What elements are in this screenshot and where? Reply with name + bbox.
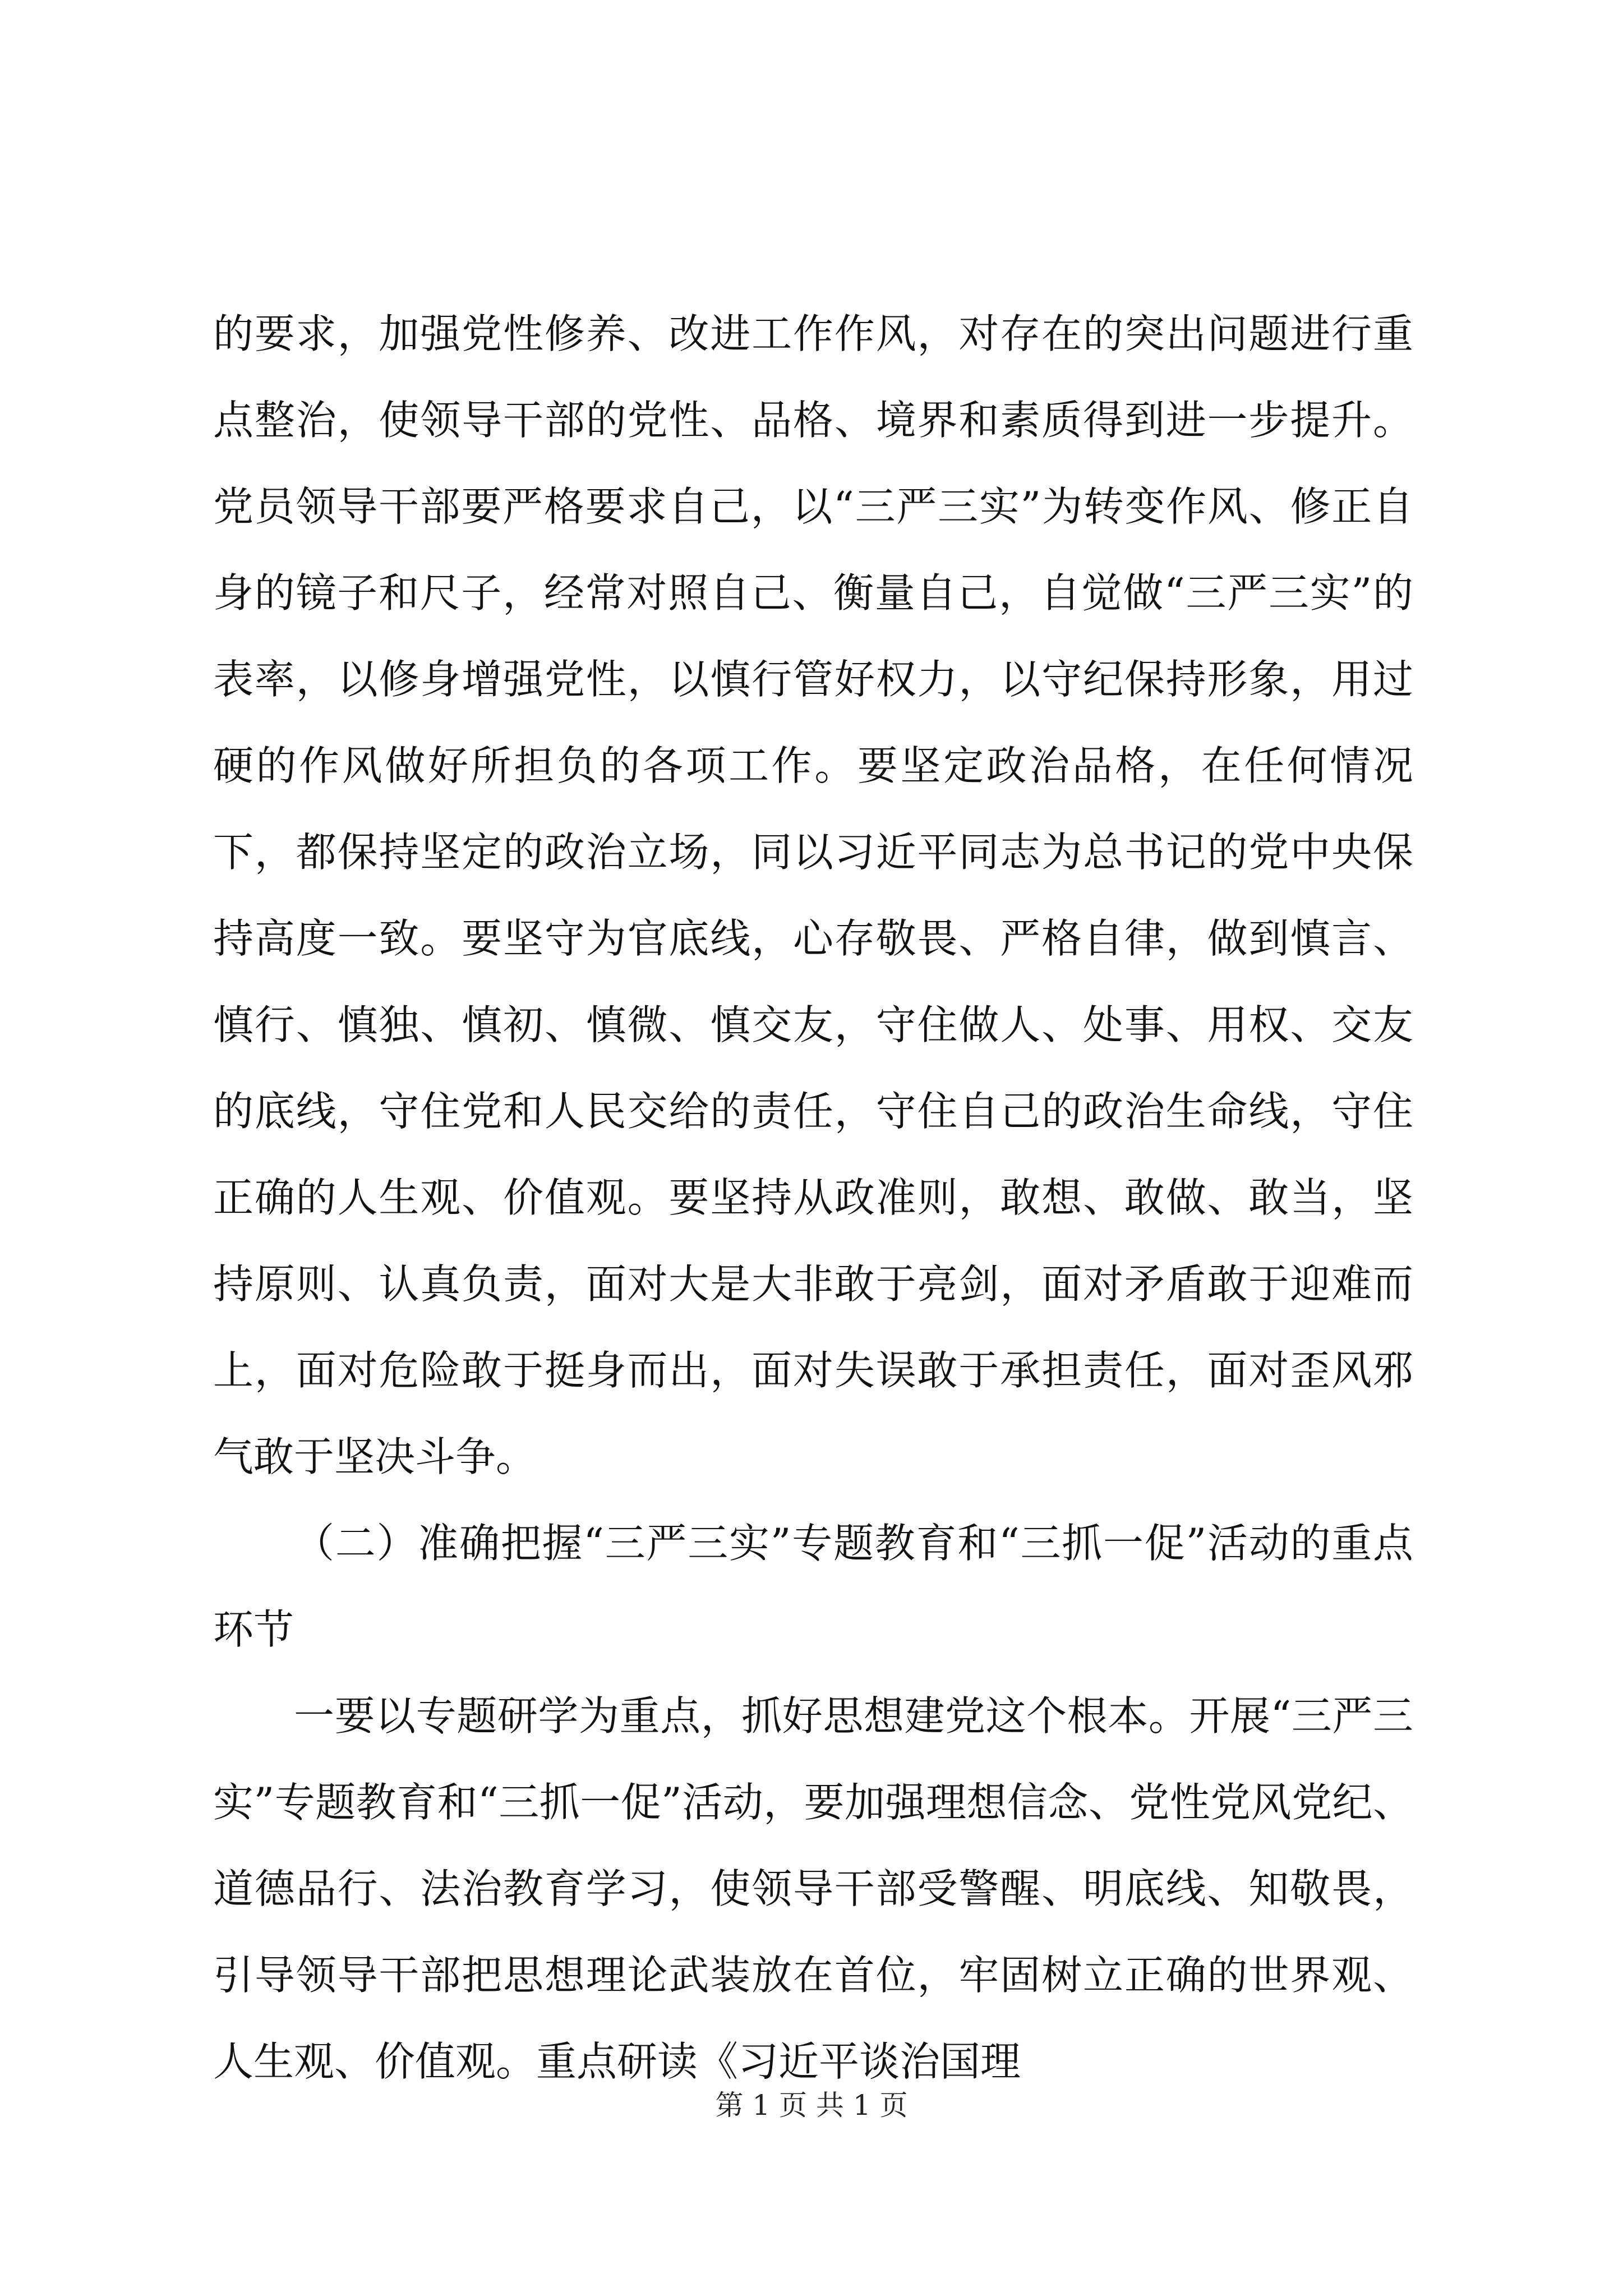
page-number-footer: 第 1 页 共 1 页 bbox=[715, 2089, 908, 2122]
paragraph-requirements: 的要求，加强党性修养、改进工作作风，对存在的突出问题进行重点整治，使领导干部的党性、品格、境界和素质得到进一步提升。党员领导干部要严格要求自己，以“三严三实”为转变作风、修正自身的镜子和尺子，经常对照自己、衡量自己，自觉做“三严三实”的表率，以修身增强党性，以慎行管好权力，以守纪保持形象，用过硬的作风做好所担负的各项工作。要坚定政治品格，在任何情况下，都保持坚定的政治立场，同以习近平同志为总书记的党中央保持高度一致。要坚守为官底线，心存敬畏、严格自律，做到慎言、慎行、慎独、慎初、慎微、慎交友，守住做人、处事、用权、交友的底线，守住党和人民交给的责任，守住自己的政治生命线，守住正确的人生观、价值观。要坚持从政准则，敢想、敢做、敢当，坚持原则、认真负责，面对大是大非敢于亮剑，面对矛盾敢于迎难而上，面对危险敢于挺身而出，面对失误敢于承担责任，面对歪风邪气敢于坚决斗争。 bbox=[213, 310, 1413, 1480]
paragraph-thematic-study: 一要以专题研学为重点，抓好思想建党这个根本。开展“三严三实”专题教育和“三抓一促”活动，要加强理想信念、党性党风党纪、道德品行、法治教育学习，使领导干部受警醒、明底线、知敬畏，引导领导干部把思想理论武装放在首位，牢固树立正确的世界观、人生观、价值观。重点研读《习近平谈治国理 bbox=[213, 1692, 1413, 2085]
section-heading-key-links: （二）准确把握“三严三实”专题教育和“三抓一促”活动的重点环节 bbox=[213, 1520, 1413, 1653]
document-body bbox=[213, 291, 1413, 2105]
